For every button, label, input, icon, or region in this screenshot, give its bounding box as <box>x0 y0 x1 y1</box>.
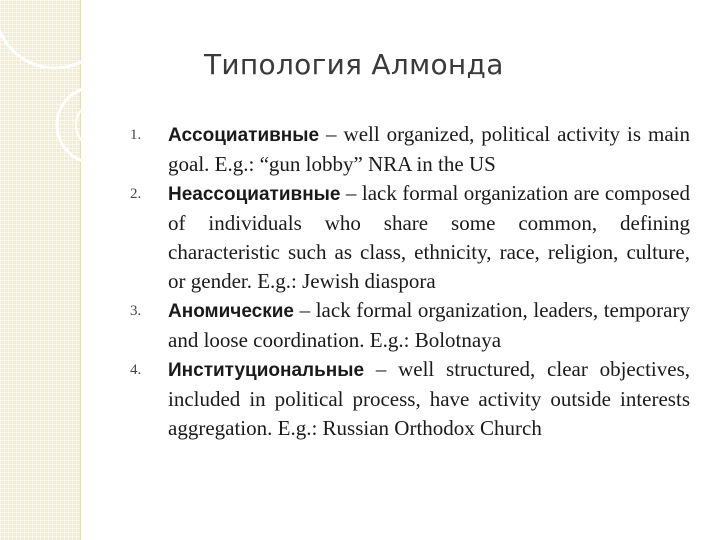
list-item-number: 4. <box>130 362 142 378</box>
list-item-text: – well structured, clear objectives, included in political process, have activity outside interests aggregation. E.g.: Russian Orthodox Church <box>168 357 690 440</box>
list-item-text: – well organized, political activity is main goal. E.g.: “gun lobby” NRA in the US <box>168 122 690 176</box>
list-item-number: 2. <box>130 186 142 202</box>
list-item-text: – lack formal organization, leaders, temporary and loose coordination. E.g.: Bolotnaya <box>168 298 690 352</box>
list-item-text: – lack formal organization are composed of individuals who share some common, defining characteristic such as class, ethnicity, race, religion, culture, or gender. E.g.: Jewish diaspora <box>168 181 690 293</box>
list-item-term: Институциональные <box>168 360 365 381</box>
list-item <box>110 296 690 355</box>
list-item-term: Неассоциативные <box>168 184 341 205</box>
list-item <box>110 355 690 443</box>
list-item-number: 3. <box>130 303 142 319</box>
list-item <box>110 179 690 296</box>
typology-list <box>110 120 690 443</box>
list-item <box>110 120 690 179</box>
list-item-number: 1. <box>130 127 142 143</box>
list-item-term: Аномические <box>168 301 294 322</box>
list-item-term: Ассоциативные <box>168 125 320 146</box>
decorative-circle-large <box>0 0 115 68</box>
slide-title: Типология Алмонда <box>204 48 504 81</box>
